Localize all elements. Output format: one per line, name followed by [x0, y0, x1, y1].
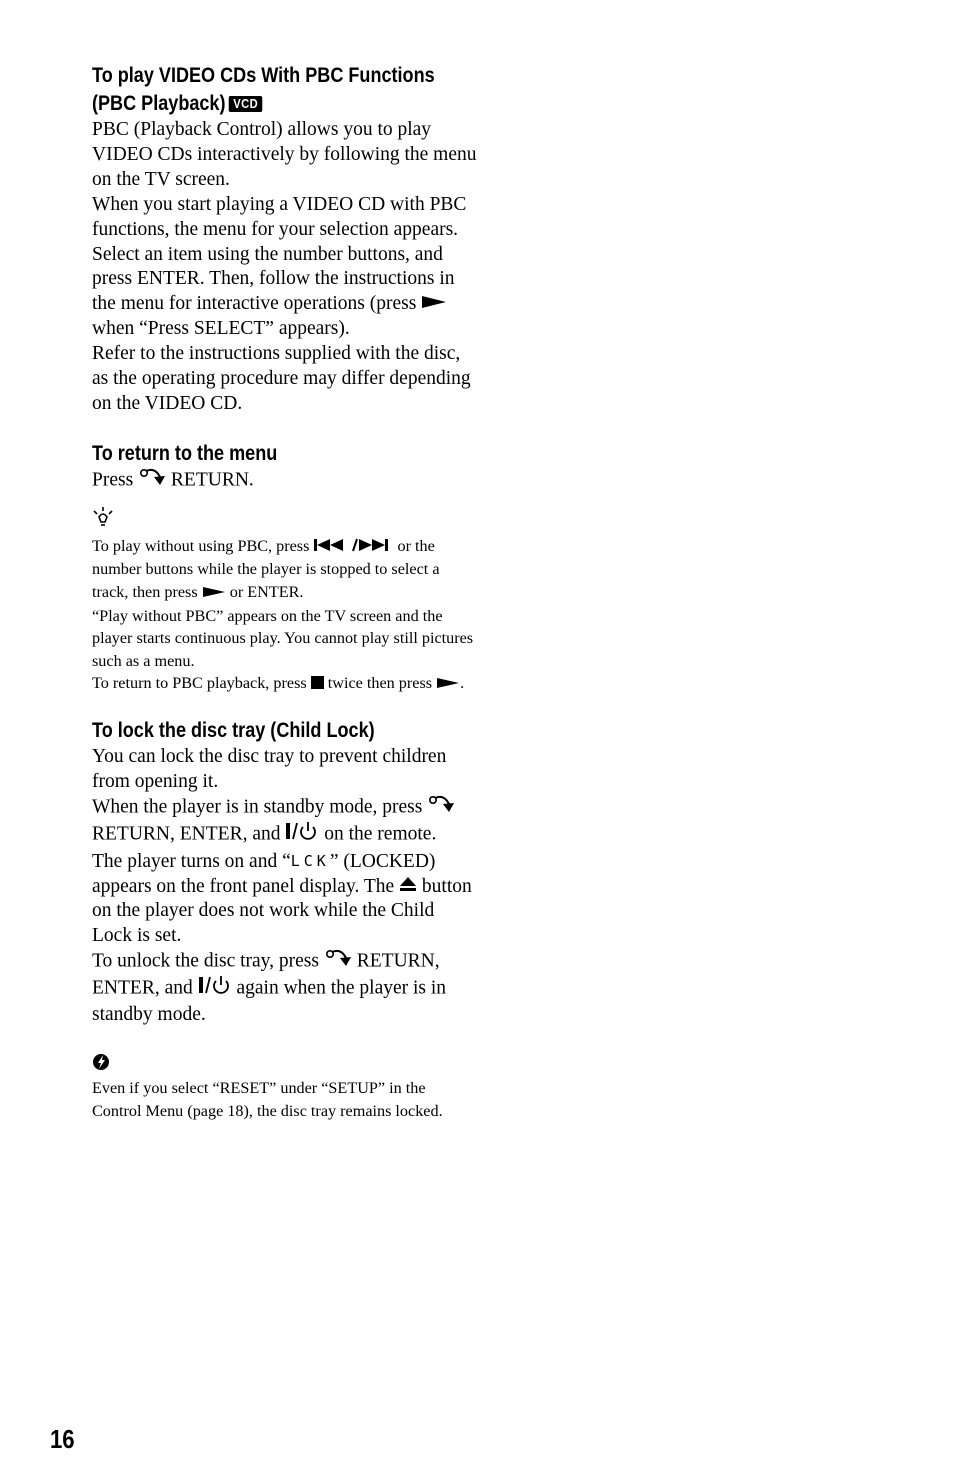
page-number: 16: [50, 1424, 75, 1454]
pbc-para-3b: when “Press SELECT” appears).: [92, 318, 350, 340]
eject-icon: [399, 875, 417, 900]
lock-para-2c: on the remote.: [324, 823, 437, 845]
lock-para-2: [92, 795, 477, 849]
tip-para-3: [92, 672, 477, 696]
prev-next-icon: [313, 536, 393, 559]
pbc-para-2: When you start playing a VIDEO CD with PBC functions, the menu for your selection appears.: [92, 193, 467, 240]
title-return: To return to the menu: [92, 441, 278, 465]
vcd-badge: VCD: [229, 96, 262, 112]
lock-para-4b: RETURN, ENTER, and: [92, 950, 440, 999]
title-line1: To play VIDEO CDs With PBC Functions: [92, 64, 435, 87]
lock-para-3c: button on the player does not work while the Child Lock is set.: [92, 875, 472, 947]
tip-para-3a: To return to PBC playback, press: [92, 674, 307, 693]
lock-para-2b: RETURN, ENTER, and: [92, 823, 281, 845]
content-column: [92, 62, 477, 1122]
section-title-return: [92, 440, 476, 468]
lcd-locked-display: LCK: [290, 851, 330, 870]
lock-para-3: [92, 849, 477, 950]
play-icon: [202, 582, 226, 605]
tip-para-3c: .: [460, 674, 465, 693]
stop-icon: [311, 673, 324, 696]
return-icon: [427, 795, 455, 821]
section-title-child-lock: [92, 717, 476, 745]
pbc-para-4: Refer to the instructions supplied with the disc, as the operating procedure may differ depending on the VIDEO CD.: [92, 343, 471, 415]
lock-para-4: [92, 949, 477, 1028]
return-para: [92, 468, 477, 494]
caution-icon: [92, 1052, 477, 1077]
lock-para-3a: The player turns on and “: [92, 850, 291, 872]
play-icon: [421, 292, 447, 317]
tip-para-1c: or ENTER.: [229, 583, 304, 602]
tip-icon: [92, 506, 477, 535]
lock-para-1: You can lock the disc tray to prevent children from opening it.: [92, 745, 447, 792]
lock-para-2a: When the player is in standby mode, press: [92, 796, 423, 818]
return-icon: [324, 949, 352, 975]
caution-text: Even if you select “RESET” under “SETUP” in the Control Menu (page 18), the disc tray remains locked.: [92, 1079, 443, 1120]
pbc-para-3: [92, 243, 477, 343]
tip-para-3b: twice then press: [327, 674, 433, 693]
lock-para-3b: ” (LOCKED) appears on the front panel display. The: [92, 850, 436, 897]
tip-para-1b: or the number buttons while the player is stopped to select a track, then press: [92, 536, 440, 602]
play-icon: [436, 673, 460, 696]
lock-para-4a: To unlock the disc tray, press: [92, 950, 319, 972]
section-title-pbc-line2: [92, 90, 476, 118]
pbc-para-3a: Select an item using the number buttons, and press ENTER. Then, follow the instructions in the menu for interactive operations (press: [92, 243, 455, 315]
power-icon: [198, 975, 232, 1003]
return-para-b: RETURN.: [170, 469, 254, 491]
title-child-lock: To lock the disc tray (Child Lock): [92, 718, 375, 742]
power-icon: [285, 821, 319, 849]
section-title-pbc: [92, 62, 476, 90]
tip-para-1a: To play without using PBC, press: [92, 536, 310, 555]
tip-para-1: [92, 535, 477, 605]
return-para-a: Press: [92, 469, 134, 491]
return-icon: [138, 468, 166, 494]
lock-para-4c: again when the player is in standby mode.: [92, 977, 447, 1026]
tip-para-2: “Play without PBC” appears on the TV screen and the player starts continuous play. You cannot play still pictures such as a menu.: [92, 606, 474, 670]
title-line2: (PBC Playback): [92, 92, 226, 115]
pbc-para-1: PBC (Playback Control) allows you to play VIDEO CDs interactively by following the menu on the TV screen.: [92, 119, 477, 190]
